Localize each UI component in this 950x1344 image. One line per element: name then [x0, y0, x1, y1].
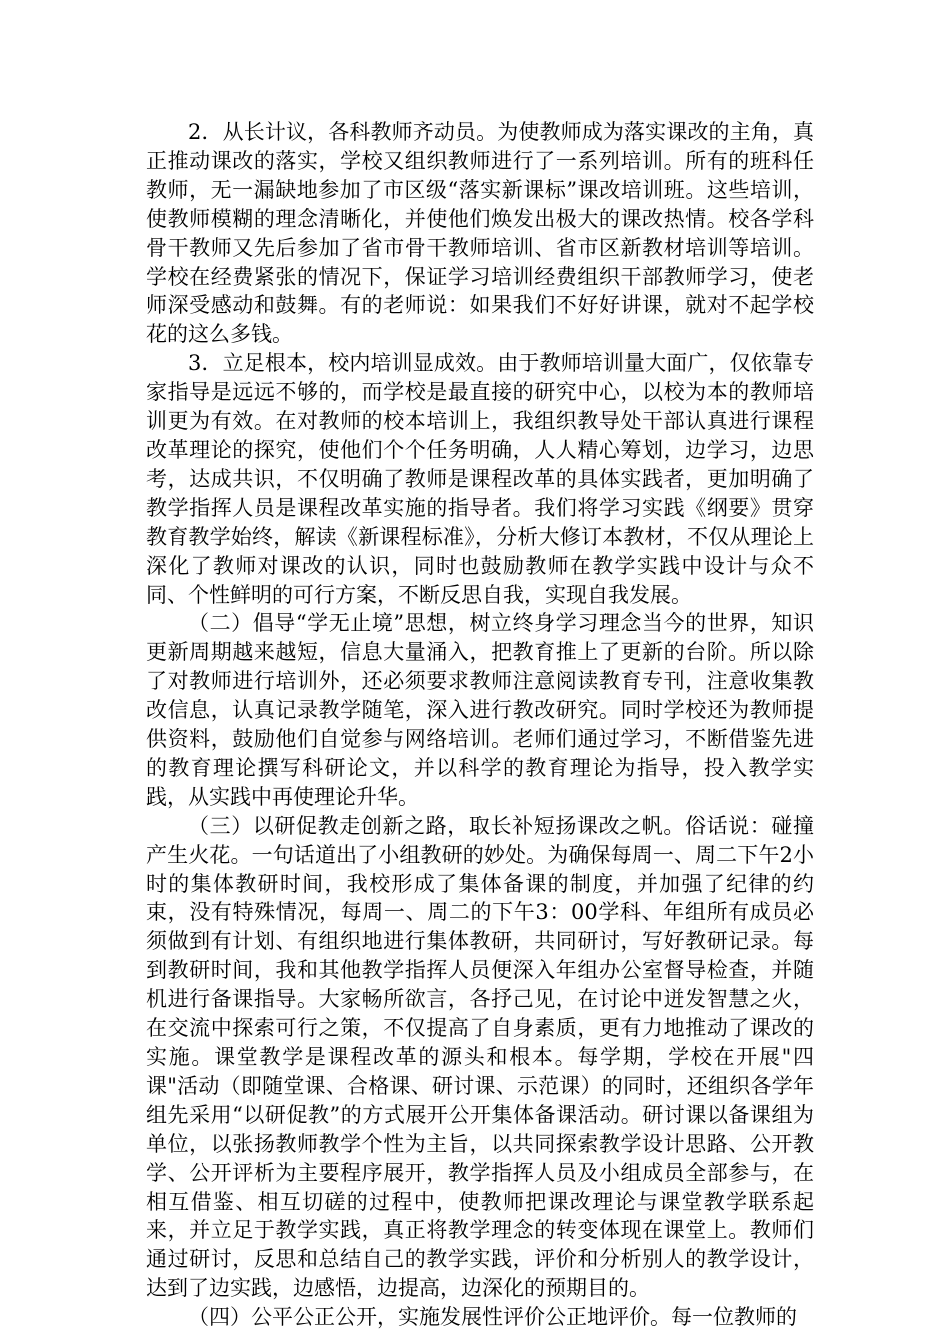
paragraph-school-training: 3．立足根本，校内培训显成效。由于教师培训量大面广，仅依靠专家指导是远远不够的，而学校是最直接的研究中心，以校为本的教师培训更为有效。在对教师的校本培训上，我组织教导处干部认真进行课程改革理论的探究，使他们个个任务明确，人人精心筹划，边学习，边思考，达成共识，不仅明确了教师是课程改革的具体实践者，更加明确了教学指挥人员是课程改革实施的指导者。我们将学习实践《纲要》贯穿教育教学始终，解读《新课程标准》，分析大修订本教材，不仅从理论上深化了教师对课改的认识，同时也鼓励教师在教学实践中设计与众不同、个性鲜明的可行方案，不断反思自我，实现自我发展。 [146, 351, 814, 607]
paragraph-evaluation: （四）公平公正公开，实施发展性评价公正地评价。每一位教师的 [188, 1305, 797, 1330]
paragraph-research-teaching: （三）以研促教走创新之路，取长补短扬课改之帆。俗话说：碰撞产生火花。一句话道出了小组教研的妙处。为确保每周一、周二下午2小时的集体教研时间，我校形成了集体备课的制度，并加强了纪律的约束，没有特殊情况，每周一、周二的下午3：00学科、年组所有成员必须做到有计划、有组织地进行集体教研，共同研讨，写好教研记录。每到教研时间，我和其他教学指挥人员便深入年组办公室督导检查，并随机进行备课指导。大家畅所欲言，各抒己见，在讨论中迸发智慧之火，在交流中探索可行之策，不仅提高了自身素质，更有力地推动了课改的实施。课堂教学是课程改革的源头和根本。每学期，学校在开展"四课"活动（即随堂课、合格课、研讨课、示范课）的同时，还组织各学年组先采用“以研促教”的方式展开公开集体备课活动。研讨课以备课组为单位，以张扬教师教学个性为主旨，以共同探索教学设计思路、公开教学、公开评析为主要程序展开，教学指挥人员及小组成员全部参与，在相互借鉴、相互切磋的过程中，使教师把课改理论与课堂教学联系起来，并立足于教学实践，真正将教学理念的转变体现在课堂上。教师们通过研讨，反思和总结自己的教学实践，评价和分析别人的教学设计，达到了边实践，边感悟，边提高，边深化的预期目的。 [146, 813, 814, 1301]
paragraph-lifelong-learning: （二）倡导“学无止境”思想，树立终身学习理念当今的世界，知识更新周期越来越短，信息大量涌入，把教育推上了更新的台阶。所以除了对教师进行培训外，还必须要求教师注意阅读教育专刊，注意收集教改信息，认真记录教学随笔，深入进行教改研究。同时学校还为教师提供资料，鼓励他们自觉参与网络培训。老师们通过学习，不断借鉴先进的教育理论撰写科研论文，并以科学的教育理论为指导，投入教学实践，从实践中再使理论升华。 [146, 611, 814, 809]
paragraph-training-plan: 2．从长计议，各科教师齐动员。为使教师成为落实课改的主角，真正推动课改的落实，学校又组织教师进行了一系列培训。所有的班科任教师，无一漏缺地参加了市区级“落实新课标”课改培训班。这些培训，使教师模糊的理念清晰化，并使他们焕发出极大的课改热情。校各学科骨干教师又先后参加了省市骨干教师培训、省市区新教材培训等培训。学校在经费紧张的情况下，保证学习培训经费组织干部教师学习，使老师深受感动和鼓舞。有的老师说：如果我们不好好讲课，就对不起学校花的这么多钱。 [146, 120, 814, 347]
document-page [146, 118, 814, 1332]
